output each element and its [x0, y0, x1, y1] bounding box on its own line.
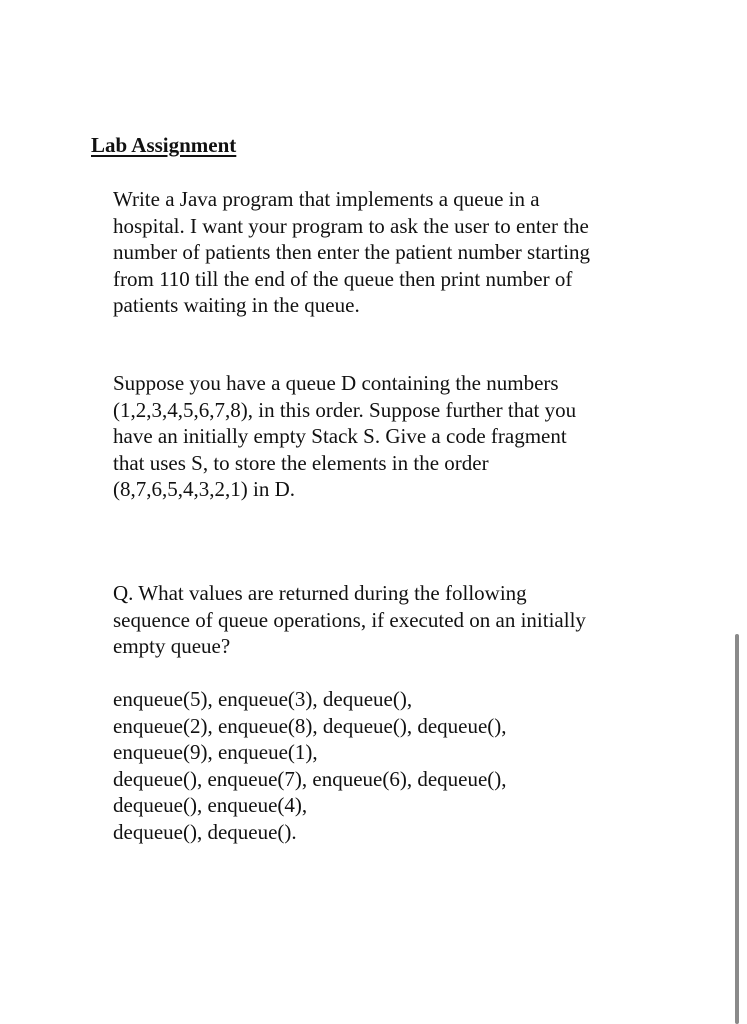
- text-line: (8,7,6,5,4,3,2,1) in D.: [113, 477, 295, 501]
- text-line: Q. What values are returned during the following: [113, 581, 527, 605]
- text-line: from 110 till the end of the queue then print number of: [113, 266, 573, 291]
- text-line: patients waiting in the queue.: [113, 293, 360, 317]
- scrollbar-thumb[interactable]: [735, 634, 739, 1024]
- text-line: enqueue(2), enqueue(8), dequeue(), dequeue(),: [113, 713, 507, 738]
- text-line: dequeue(), enqueue(7), enqueue(6), dequeue(),: [113, 766, 507, 791]
- paragraph-question: [113, 580, 586, 660]
- text-line: dequeue(), enqueue(4),: [113, 793, 308, 817]
- text-line: that uses S, to store the elements in the order: [113, 450, 489, 475]
- text-line: enqueue(9), enqueue(1),: [113, 740, 318, 764]
- text-line: have an initially empty Stack S. Give a code fragment: [113, 424, 567, 448]
- text-line: hospital. I want your program to ask the user to enter the: [113, 213, 589, 238]
- paragraph-stack-reverse-task: [113, 370, 576, 503]
- paragraph-java-queue-task: [113, 186, 590, 319]
- text-line: Write a Java program that implements a queue in a: [113, 187, 540, 211]
- text-line: sequence of queue operations, if executed on an initially: [113, 607, 586, 632]
- document-title: Lab Assignment: [91, 133, 237, 157]
- text-line: enqueue(5), enqueue(3), dequeue(),: [113, 687, 413, 711]
- text-line: (1,2,3,4,5,6,7,8), in this order. Suppose further that you: [113, 397, 577, 422]
- text-line: Suppose you have a queue D containing the numbers: [113, 371, 559, 395]
- text-line: dequeue(), dequeue().: [113, 819, 297, 844]
- paragraph-queue-operations: [113, 686, 507, 845]
- text-line: number of patients then enter the patient number starting: [113, 240, 591, 264]
- text-line: empty queue?: [113, 634, 231, 658]
